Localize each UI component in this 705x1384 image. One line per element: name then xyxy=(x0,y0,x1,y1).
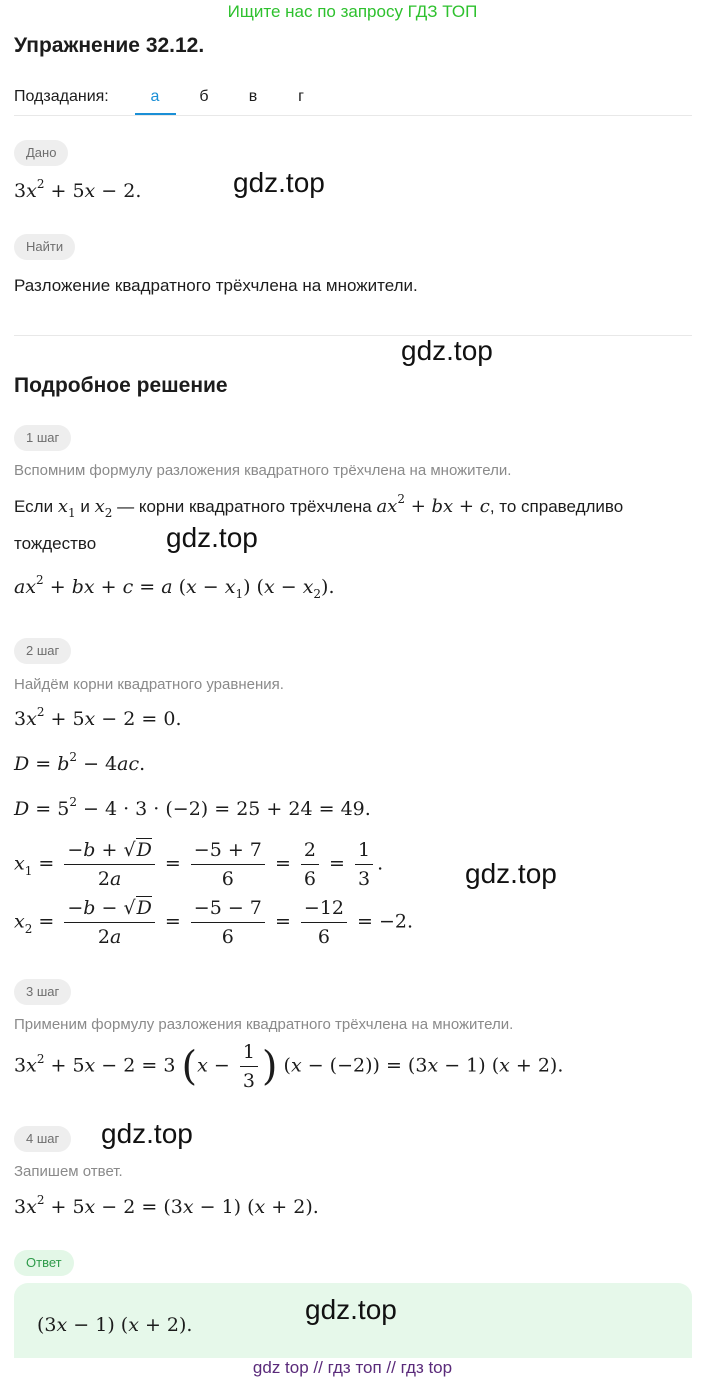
root-x1: $x_1$ = $\frac{-b + √D}{2a}$ = $\frac{-5 + 7}{6}$ = $\frac{2}{6}$ = $\frac{1}{3}$ . xyxy=(14,839,384,890)
watermark: gdz.top xyxy=(401,335,493,366)
discriminant-value: $D = 5^2 - 4 \cdot 3 \cdot (-2) = 25 + 24 = 49$. xyxy=(14,795,371,820)
step-formula: $ax^2$ + bx + c = a $(x - x_1)$ $(x - x_2)$. xyxy=(14,573,335,601)
watermark: gdz.top xyxy=(101,1118,193,1149)
watermark: gdz.top xyxy=(305,1294,397,1325)
step-hint: Вспомним формулу разложения квадратного трёхчлена на множители. xyxy=(14,462,512,479)
promo-banner[interactable]: Ищите нас по запросу ГДЗ ТОП xyxy=(227,2,478,21)
step-chip: 3 шаг xyxy=(14,979,71,1005)
given-expression: $3x^2 + 5x - 2$. xyxy=(14,177,142,202)
watermark: gdz.top xyxy=(465,858,557,889)
step-formula: $3x^2 + 5x - 2 = 3$ (x − $\frac{1}{3}$ ) (x − (−2)) = (3x − 1) (x + 2). xyxy=(14,1041,564,1092)
watermark: gdz.top xyxy=(233,167,325,198)
answer-value: (3x − 1) (x + 2). xyxy=(37,1314,193,1336)
step-text-line2: тождество xyxy=(14,534,97,553)
equation: $3x^2 + 5x - 2 = 0$. xyxy=(14,705,182,730)
step-chip: 4 шаг xyxy=(14,1126,71,1152)
step-chip: 1 шаг xyxy=(14,425,71,451)
solution-heading: Подробное решение xyxy=(14,374,228,397)
discriminant-formula: $D = b^2 - 4ac$. xyxy=(14,750,146,775)
watermark: gdz.top xyxy=(166,522,258,553)
step-hint: Применим формулу разложения квадратного трёхчлена на множители. xyxy=(14,1016,514,1033)
divider xyxy=(14,335,692,336)
step-hint: Запишем ответ. xyxy=(14,1163,123,1180)
given-chip: Дано xyxy=(14,140,68,166)
tab-g[interactable]: г xyxy=(298,88,304,105)
subtasks-label: Подзадания: xyxy=(14,88,109,105)
tab-v[interactable]: в xyxy=(248,88,258,105)
tab-b[interactable]: б xyxy=(199,88,209,105)
page-title: Упражнение 32.12. xyxy=(14,34,205,57)
step-formula: $3x^2 + 5x - 2 = (3x - 1) (x + 2)$. xyxy=(14,1193,319,1218)
step-hint: Найдём корни квадратного уравнения. xyxy=(14,676,284,693)
footer-links[interactable]: gdz top // гдз топ // гдз top xyxy=(252,1358,453,1377)
divider xyxy=(14,115,692,116)
root-x2: $x_2$ = $\frac{-b - √D}{2a}$ = $\frac{-5 - 7}{6}$ = $\frac{-12}{6}$ = −2. xyxy=(14,897,414,948)
find-text: Разложение квадратного трёхчлена на множители. xyxy=(14,276,418,295)
answer-chip: Ответ xyxy=(14,1250,74,1276)
find-chip: Найти xyxy=(14,234,75,260)
step-text: Если $x_1$ и $x_2$ — корни квадратного трёхчлена $ax^2$ + bx + c, то справедливо xyxy=(14,492,624,520)
tab-a[interactable]: а xyxy=(150,88,160,105)
step-chip: 2 шаг xyxy=(14,638,71,664)
